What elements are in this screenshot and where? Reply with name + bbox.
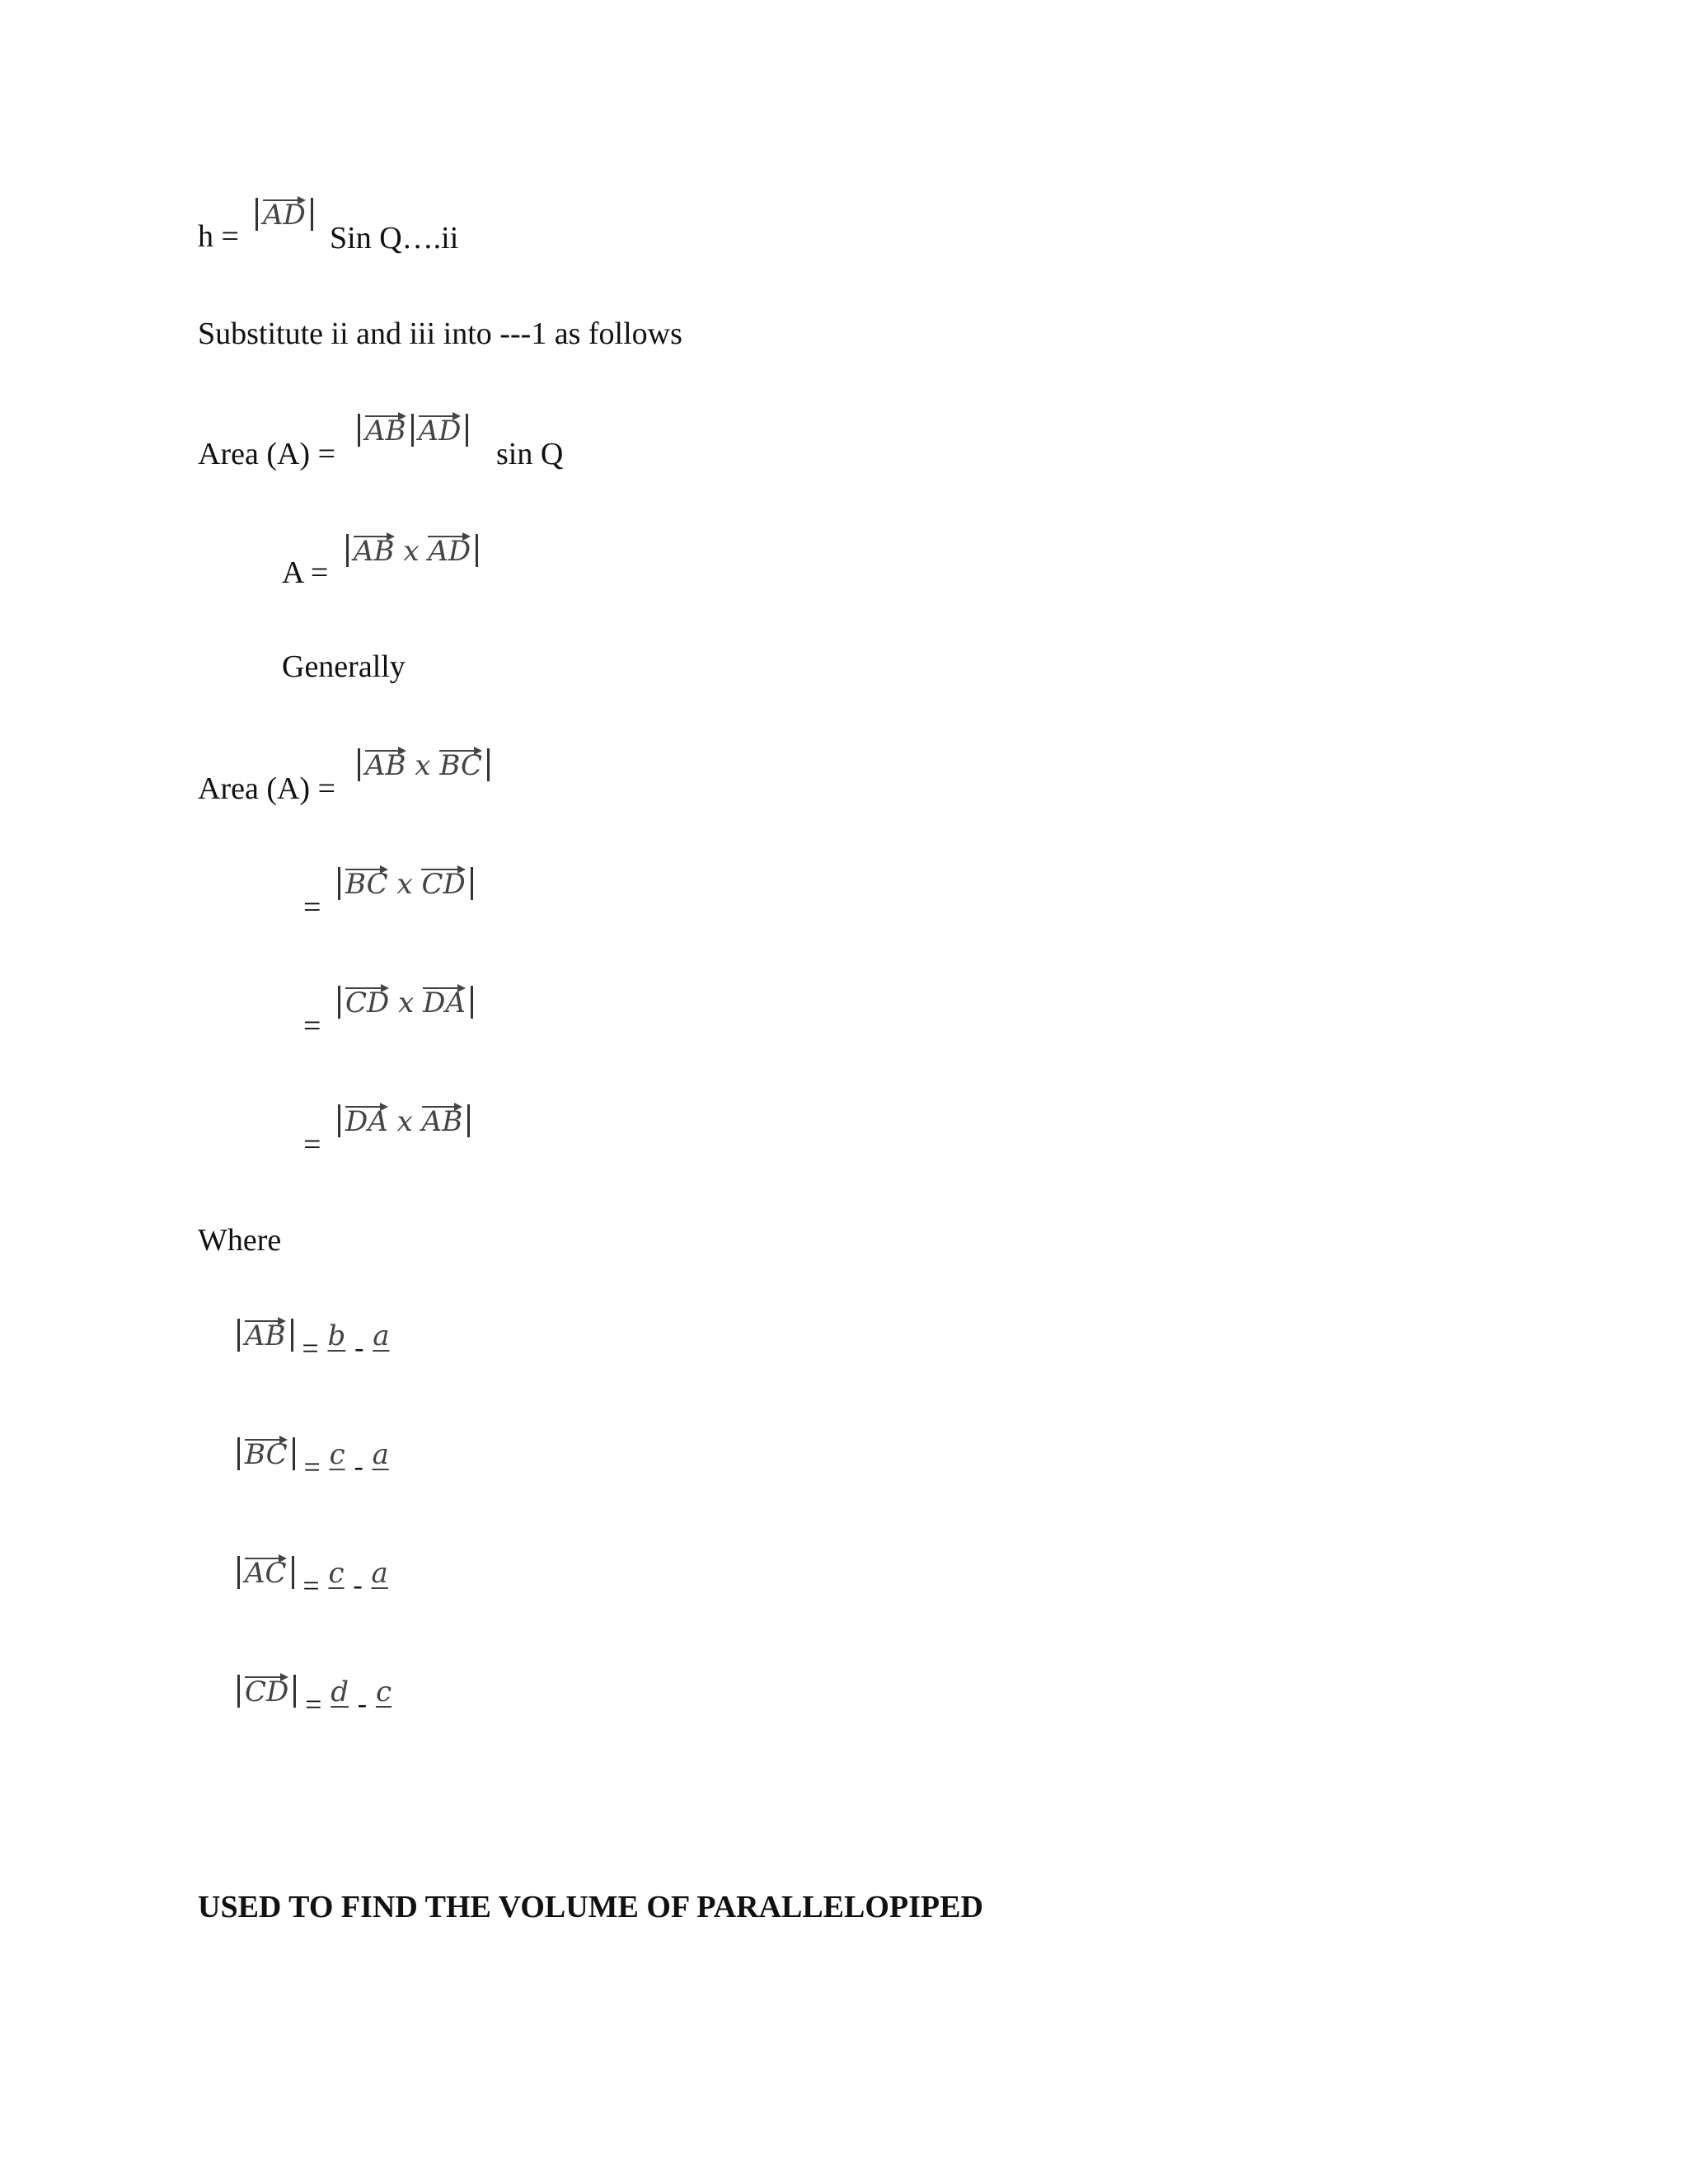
position-vector: a bbox=[371, 1557, 388, 1590]
cross-symbol: x bbox=[396, 868, 413, 901]
minus-sign: - bbox=[357, 1689, 368, 1719]
vector-label: AB bbox=[421, 1105, 463, 1138]
def-cd bbox=[237, 1675, 392, 1721]
equals-sign: = bbox=[302, 1332, 319, 1365]
a-abs-cross bbox=[346, 534, 478, 567]
area-label-2: Area (A) = bbox=[198, 771, 336, 806]
position-vector: a bbox=[373, 1319, 390, 1352]
position-vector: d bbox=[331, 1675, 349, 1708]
vector-label: AB bbox=[245, 1319, 286, 1352]
position-vector: c bbox=[329, 1438, 345, 1471]
vector-label: DA bbox=[345, 1105, 388, 1138]
section-heading: USED TO FIND THE VOLUME OF PARALLELOPIPED bbox=[198, 1890, 983, 1924]
position-vector: a bbox=[372, 1438, 389, 1471]
equals-sign: = bbox=[305, 1688, 322, 1721]
cross-symbol: x bbox=[396, 1105, 413, 1138]
vector-label: AD bbox=[428, 535, 471, 568]
abs-cd-da bbox=[338, 986, 473, 1019]
vector-label: AD bbox=[263, 199, 306, 232]
minus-sign: - bbox=[354, 1451, 363, 1482]
minus-sign: - bbox=[354, 1333, 364, 1363]
where-text: Where bbox=[198, 1223, 282, 1258]
eq-sign-1: = bbox=[303, 890, 321, 925]
cross-symbol: x bbox=[415, 749, 431, 782]
vector-label: DA bbox=[423, 987, 466, 1019]
eq-sign-2: = bbox=[303, 1009, 321, 1043]
generally-text: Generally bbox=[282, 649, 406, 684]
h-equation bbox=[198, 221, 239, 252]
vector-label: AB bbox=[365, 749, 406, 782]
equals-sign: = bbox=[302, 1569, 320, 1602]
def-ac bbox=[237, 1556, 388, 1602]
minus-sign: - bbox=[353, 1570, 363, 1601]
abs-bc-cd bbox=[338, 867, 473, 900]
substitute-text: Substitute ii and iii into ---1 as follows bbox=[198, 316, 682, 351]
area-abs-ab-ad bbox=[358, 414, 468, 447]
a-label: A = bbox=[282, 555, 329, 590]
h-abs-ad bbox=[256, 198, 313, 231]
cross-symbol: x bbox=[403, 535, 420, 568]
equals-sign: = bbox=[303, 1451, 321, 1483]
vector-label: AB bbox=[365, 415, 406, 448]
area-label-1: Area (A) = bbox=[198, 437, 336, 471]
vector-label: CD bbox=[421, 868, 466, 901]
area-sin: sin Q bbox=[496, 437, 564, 471]
eq-sign-3: = bbox=[303, 1127, 321, 1162]
vector-label: AD bbox=[418, 415, 462, 448]
area-abs-ab-bc bbox=[358, 748, 490, 781]
vector-label: CD bbox=[245, 1675, 289, 1708]
position-vector: b bbox=[327, 1319, 346, 1352]
cross-symbol: x bbox=[398, 987, 415, 1019]
vector-label: BC bbox=[439, 749, 482, 782]
h-prefix: h = bbox=[198, 219, 239, 254]
vector-label: CD bbox=[345, 987, 390, 1019]
position-vector: c bbox=[328, 1557, 345, 1590]
vector-label: BC bbox=[245, 1438, 288, 1471]
abs-da-ab bbox=[338, 1104, 470, 1137]
vector-label: BC bbox=[345, 868, 388, 901]
h-suffix: Sin Q….ii bbox=[330, 221, 459, 255]
vector-label: AB bbox=[354, 535, 395, 568]
position-vector: c bbox=[375, 1675, 392, 1708]
def-bc bbox=[237, 1437, 389, 1483]
def-ab bbox=[237, 1319, 390, 1365]
vector-label: AC bbox=[245, 1557, 287, 1590]
